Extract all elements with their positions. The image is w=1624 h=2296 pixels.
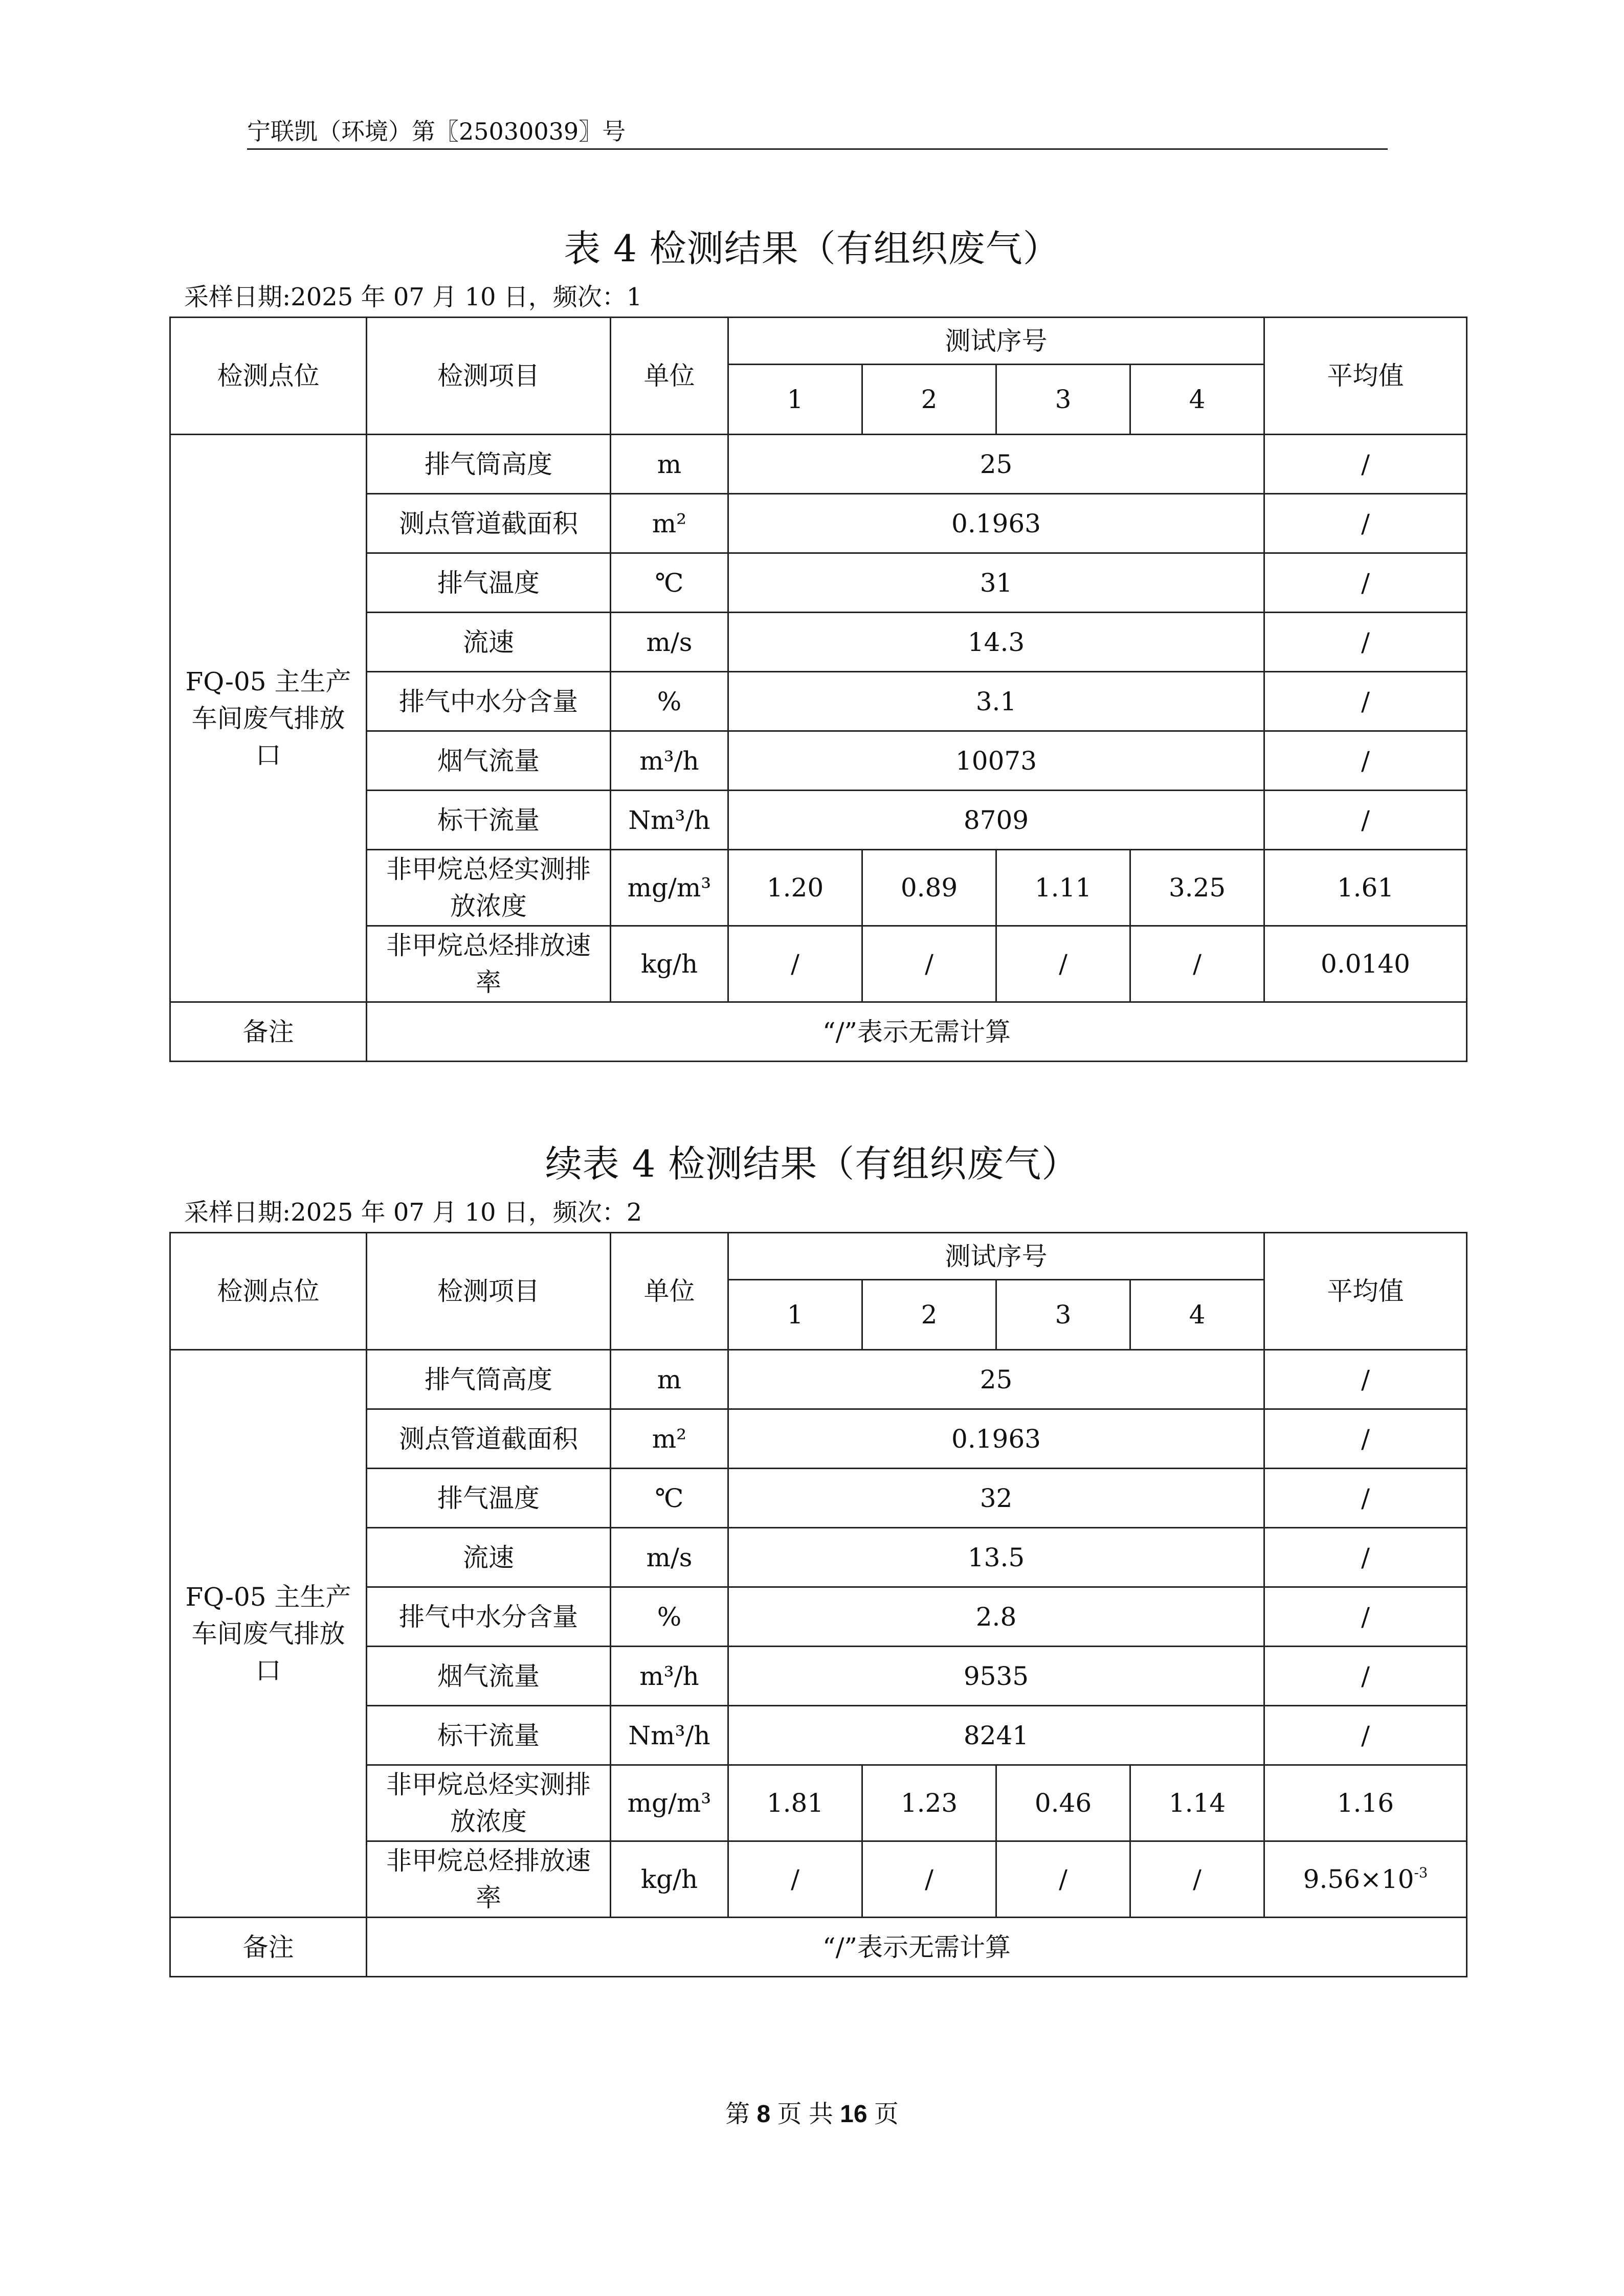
row-value: 14.3 [728,613,1264,672]
row-average [1264,926,1467,1002]
average-value: / [1361,1602,1370,1632]
results-table-2 [169,1232,1467,1977]
row-item: 非甲烷总烃实测排放浓度 [367,850,611,926]
row-average [1264,1647,1467,1706]
col-header-seq-4: 4 [1130,1280,1264,1350]
row-item: 非甲烷总烃排放速率 [367,926,611,1002]
row-value-3: 1.11 [996,850,1130,926]
row-item: 测点管道截面积 [367,1409,611,1469]
col-header-point: 检测点位 [170,1233,367,1350]
average-value: / [1361,805,1370,835]
row-average [1264,1765,1467,1841]
col-header-seq-3: 3 [996,1280,1130,1350]
average-value: / [1361,1483,1370,1513]
report-number-header: 宁联凯（环境）第〖25030039〗号 [247,118,626,145]
row-value: 8709 [728,791,1264,850]
table-2-sampling-date: 采样日期:2025 年 07 月 10 日，频次：2 [184,1198,642,1227]
row-value-1: / [728,1841,862,1918]
row-unit: m/s [611,1528,728,1587]
col-header-sequence: 测试序号 [728,1233,1264,1280]
row-item: 排气温度 [367,553,611,613]
col-header-item: 检测项目 [367,1233,611,1350]
row-item: 排气中水分含量 [367,672,611,731]
row-value-2: / [862,1841,996,1918]
row-value: 2.8 [728,1587,1264,1647]
row-unit: m [611,1350,728,1409]
average-value: / [1361,568,1370,598]
row-unit: kg/h [611,926,728,1002]
row-unit: m/s [611,613,728,672]
row-average [1264,1409,1467,1469]
row-value: 13.5 [728,1528,1264,1587]
row-value-4: 1.14 [1130,1765,1264,1841]
col-header-seq-1: 1 [728,1280,862,1350]
row-unit: ℃ [611,1469,728,1528]
row-item: 标干流量 [367,1706,611,1765]
average-value: 0.0140 [1321,949,1410,979]
average-value: / [1361,1364,1370,1394]
row-item: 测点管道截面积 [367,494,611,553]
page-total: 16 [840,2101,867,2128]
table-1-title: 表 4 检测结果（有组织废气） [564,227,1060,270]
row-value-3: / [996,1841,1130,1918]
average-value: / [1361,508,1370,538]
row-value: 32 [728,1469,1264,1528]
row-average [1264,731,1467,791]
row-average [1264,553,1467,613]
remark-label: 备注 [170,1002,367,1062]
row-value-4: / [1130,926,1264,1002]
row-unit: ℃ [611,553,728,613]
row-item: 烟气流量 [367,1647,611,1706]
row-value: 8241 [728,1706,1264,1765]
row-item: 排气中水分含量 [367,1587,611,1647]
row-item: 排气筒高度 [367,435,611,494]
row-value-2: 1.23 [862,1765,996,1841]
row-value-4: / [1130,1841,1264,1918]
average-value: / [1361,686,1370,716]
row-average [1264,613,1467,672]
row-unit: m [611,435,728,494]
average-value: / [1361,1542,1370,1572]
row-average [1264,494,1467,553]
row-value: 9535 [728,1647,1264,1706]
row-unit: m³/h [611,1647,728,1706]
col-header-unit: 单位 [611,1233,728,1350]
average-value: 9.56×10 [1303,1864,1414,1894]
average-value: / [1361,1424,1370,1454]
row-item: 流速 [367,613,611,672]
row-value: 10073 [728,731,1264,791]
footer-suffix: 页 [874,2101,899,2128]
row-item: 非甲烷总烃实测排放浓度 [367,1765,611,1841]
col-header-point: 检测点位 [170,318,367,435]
row-average [1264,1350,1467,1409]
row-average [1264,1706,1467,1765]
row-average [1264,1587,1467,1647]
row-average [1264,850,1467,926]
row-unit: % [611,672,728,731]
average-value: 1.61 [1337,873,1394,903]
page-footer [0,2097,1624,2132]
average-value: / [1361,449,1370,479]
row-average [1264,1841,1467,1918]
table-row [170,1350,1467,1409]
col-header-seq-1: 1 [728,365,862,435]
col-header-item: 检测项目 [367,318,611,435]
row-unit: kg/h [611,1841,728,1918]
row-average [1264,1528,1467,1587]
row-value: 25 [728,435,1264,494]
row-value-1: 1.81 [728,1765,862,1841]
row-unit: m³/h [611,731,728,791]
average-value: / [1361,1661,1370,1691]
col-header-seq-3: 3 [996,365,1130,435]
row-unit: mg/m³ [611,1765,728,1841]
col-header-seq-4: 4 [1130,365,1264,435]
remark-text: “/”表示无需计算 [367,1002,1467,1062]
col-header-sequence: 测试序号 [728,318,1264,365]
row-unit: m² [611,1409,728,1469]
row-average [1264,435,1467,494]
row-value-2: / [862,926,996,1002]
header-divider [247,148,1388,150]
row-item: 流速 [367,1528,611,1587]
row-item: 排气筒高度 [367,1350,611,1409]
row-item: 排气温度 [367,1469,611,1528]
row-value-3: / [996,926,1130,1002]
table-1-sampling-date: 采样日期:2025 年 07 月 10 日，频次：1 [184,283,642,311]
row-value-1: 1.20 [728,850,862,926]
row-value: 0.1963 [728,1409,1264,1469]
row-unit: Nm³/h [611,791,728,850]
row-value-2: 0.89 [862,850,996,926]
row-value-3: 0.46 [996,1765,1130,1841]
col-header-seq-2: 2 [862,365,996,435]
row-item: 标干流量 [367,791,611,850]
row-value: 25 [728,1350,1264,1409]
page-number: 8 [757,2101,771,2128]
col-header-average: 平均值 [1264,318,1467,435]
row-average [1264,672,1467,731]
row-item: 非甲烷总烃排放速率 [367,1841,611,1918]
table-row [170,435,1467,494]
results-table-1 [169,317,1467,1062]
sampling-point-name: FQ-05 主生产车间废气排放口 [170,1350,367,1918]
row-value: 0.1963 [728,494,1264,553]
row-value: 3.1 [728,672,1264,731]
table-2-title: 续表 4 检测结果（有组织废气） [545,1142,1079,1185]
row-value-1: / [728,926,862,1002]
row-average [1264,1469,1467,1528]
sampling-point-name: FQ-05 主生产车间废气排放口 [170,435,367,1002]
footer-prefix: 第 [725,2101,750,2128]
col-header-seq-2: 2 [862,1280,996,1350]
row-value: 31 [728,553,1264,613]
average-exponent: -3 [1414,1864,1428,1881]
footer-mid: 页 共 [777,2101,833,2128]
average-value: / [1361,746,1370,776]
row-unit: Nm³/h [611,1706,728,1765]
remark-label: 备注 [170,1918,367,1977]
row-item: 烟气流量 [367,731,611,791]
row-unit: mg/m³ [611,850,728,926]
row-value-4: 3.25 [1130,850,1264,926]
average-value: / [1361,1720,1370,1750]
row-unit: m² [611,494,728,553]
average-value: 1.16 [1337,1788,1394,1818]
average-value: / [1361,627,1370,657]
row-unit: % [611,1587,728,1647]
remark-text: “/”表示无需计算 [367,1918,1467,1977]
col-header-average: 平均值 [1264,1233,1467,1350]
col-header-unit: 单位 [611,318,728,435]
row-average [1264,791,1467,850]
